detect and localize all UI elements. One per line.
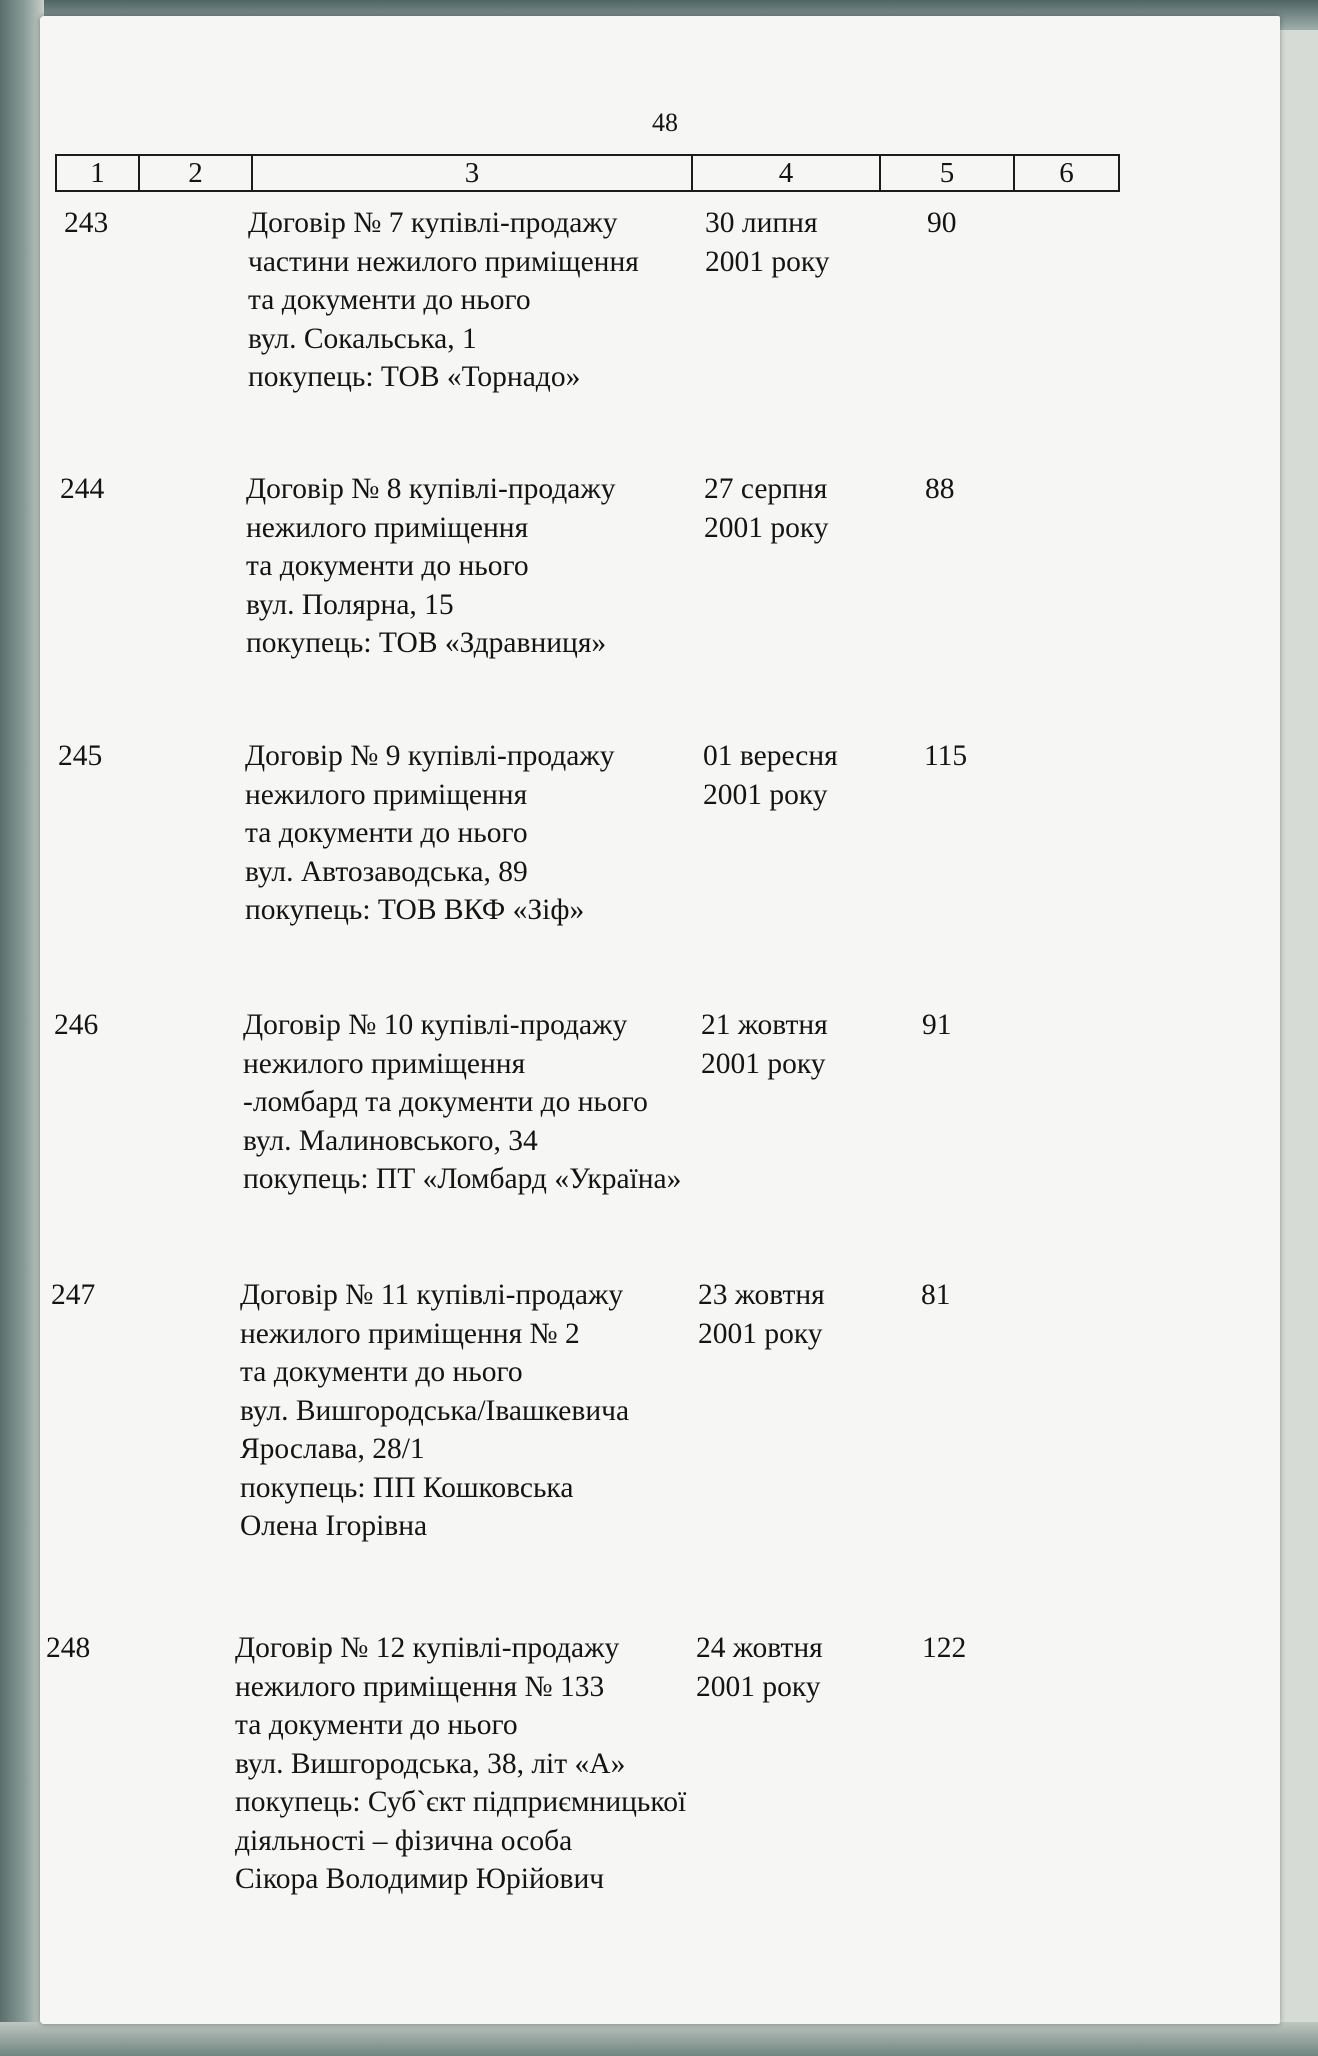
column-header-3: 3 <box>253 156 693 190</box>
record-number: 244 <box>60 473 105 505</box>
column-header-6: 6 <box>1059 157 1074 189</box>
record-date <box>701 1006 828 1083</box>
description-line: та документи до нього <box>248 284 531 316</box>
date-line: 23 жовтня <box>698 1279 825 1311</box>
record-number: 248 <box>46 1632 91 1664</box>
description-line: вул. Малиновського, 34 <box>243 1124 538 1157</box>
description-line: покупець: ТОВ «Торнадо» <box>248 361 581 393</box>
record-date <box>703 737 838 814</box>
record-description <box>245 737 615 930</box>
description-line: нежилого приміщення № 133 <box>235 1670 605 1703</box>
description-line: Ярослава, 28/1 <box>240 1433 425 1465</box>
date-line: 01 вересня <box>703 740 838 772</box>
description-line: Договір № 10 купівлі-продажу <box>243 1009 628 1041</box>
description-line: покупець: ПП Кошковська <box>240 1471 574 1504</box>
date-line: 2001 року <box>705 245 830 278</box>
description-line: вул. Автозаводська, 89 <box>245 855 528 888</box>
description-line: вул. Вишгородська/Івашкевича <box>240 1394 630 1427</box>
record-245 <box>40 737 1280 937</box>
record-description <box>243 1006 681 1199</box>
record-number: 243 <box>64 207 109 239</box>
record-date <box>704 470 829 547</box>
record-243 <box>40 204 1280 404</box>
description-line: покупець: ТОВ «Здравниця» <box>246 627 607 659</box>
description-line: Сікора Володимир Юрійович <box>235 1863 605 1895</box>
description-line: Олена Ігорівна <box>240 1510 428 1542</box>
record-sheet-count: 90 <box>927 207 957 239</box>
date-line: 2001 року <box>696 1670 821 1703</box>
date-line: 2001 року <box>703 778 828 811</box>
record-number: 245 <box>58 740 103 772</box>
date-line: 30 липня <box>705 207 818 239</box>
date-line: 24 жовтня <box>696 1632 823 1664</box>
record-246 <box>40 1006 1280 1206</box>
date-line: 21 жовтня <box>701 1009 828 1041</box>
record-sheet-count: 91 <box>922 1009 952 1041</box>
description-line: Договір № 8 купівлі-продажу <box>246 473 616 505</box>
record-244 <box>40 470 1280 670</box>
document-page <box>40 16 1280 2024</box>
record-248 <box>40 1629 1280 1919</box>
record-description <box>246 470 616 663</box>
description-line: Договір № 7 купівлі-продажу <box>248 207 618 239</box>
description-line: та документи до нього <box>235 1709 518 1741</box>
description-line: вул. Сокальська, 1 <box>248 322 477 355</box>
description-line: Договір № 9 купівлі-продажу <box>245 740 615 772</box>
description-line: Договір № 12 купівлі-продажу <box>235 1632 620 1664</box>
description-line: діяльності – фізична особа <box>235 1824 573 1857</box>
description-line: покупець: ТОВ ВКФ «Зіф» <box>245 894 585 926</box>
record-description <box>240 1276 629 1546</box>
description-line: та документи до нього <box>246 550 529 582</box>
date-line: 2001 року <box>698 1317 823 1350</box>
page-number: 48 <box>652 108 678 137</box>
description-line: -ломбард та документи до нього <box>243 1086 648 1118</box>
description-line: нежилого приміщення <box>245 778 528 811</box>
scan-backdrop-left <box>0 0 44 2056</box>
column-header-2: 2 <box>140 156 253 190</box>
table-header-row <box>55 154 1120 192</box>
record-sheet-count: 122 <box>922 1632 967 1664</box>
description-line: покупець: Суб`єкт підприємницької <box>235 1786 687 1818</box>
description-line: нежилого приміщення <box>246 511 529 544</box>
description-line: частини нежилого приміщення <box>248 245 639 278</box>
column-header-5: 5 <box>881 156 1015 190</box>
description-line: вул. Полярна, 15 <box>246 588 454 621</box>
record-description <box>235 1629 686 1899</box>
record-number: 246 <box>54 1009 99 1041</box>
column-header-1: 1 <box>57 156 140 190</box>
record-description <box>248 204 639 397</box>
record-sheet-count: 115 <box>924 740 968 772</box>
record-247 <box>40 1276 1280 1556</box>
date-line: 27 серпня <box>704 473 828 505</box>
record-date <box>705 204 830 281</box>
description-line: та документи до нього <box>240 1356 523 1388</box>
record-date <box>696 1629 823 1706</box>
record-sheet-count: 81 <box>921 1279 951 1311</box>
description-line: нежилого приміщення <box>243 1047 526 1080</box>
column-header-4: 4 <box>693 156 881 190</box>
date-line: 2001 року <box>701 1047 826 1080</box>
description-line: та документи до нього <box>245 817 528 849</box>
description-line: вул. Вишгородська, 38, літ «А» <box>235 1747 626 1780</box>
record-date <box>698 1276 825 1353</box>
description-line: Договір № 11 купівлі-продажу <box>240 1279 624 1311</box>
scan-backdrop-bottom <box>0 2022 1318 2056</box>
date-line: 2001 року <box>704 511 829 544</box>
record-sheet-count: 88 <box>925 473 955 505</box>
description-line: нежилого приміщення № 2 <box>240 1317 580 1350</box>
record-number: 247 <box>51 1279 96 1311</box>
description-line: покупець: ПТ «Ломбард «Україна» <box>243 1163 682 1195</box>
